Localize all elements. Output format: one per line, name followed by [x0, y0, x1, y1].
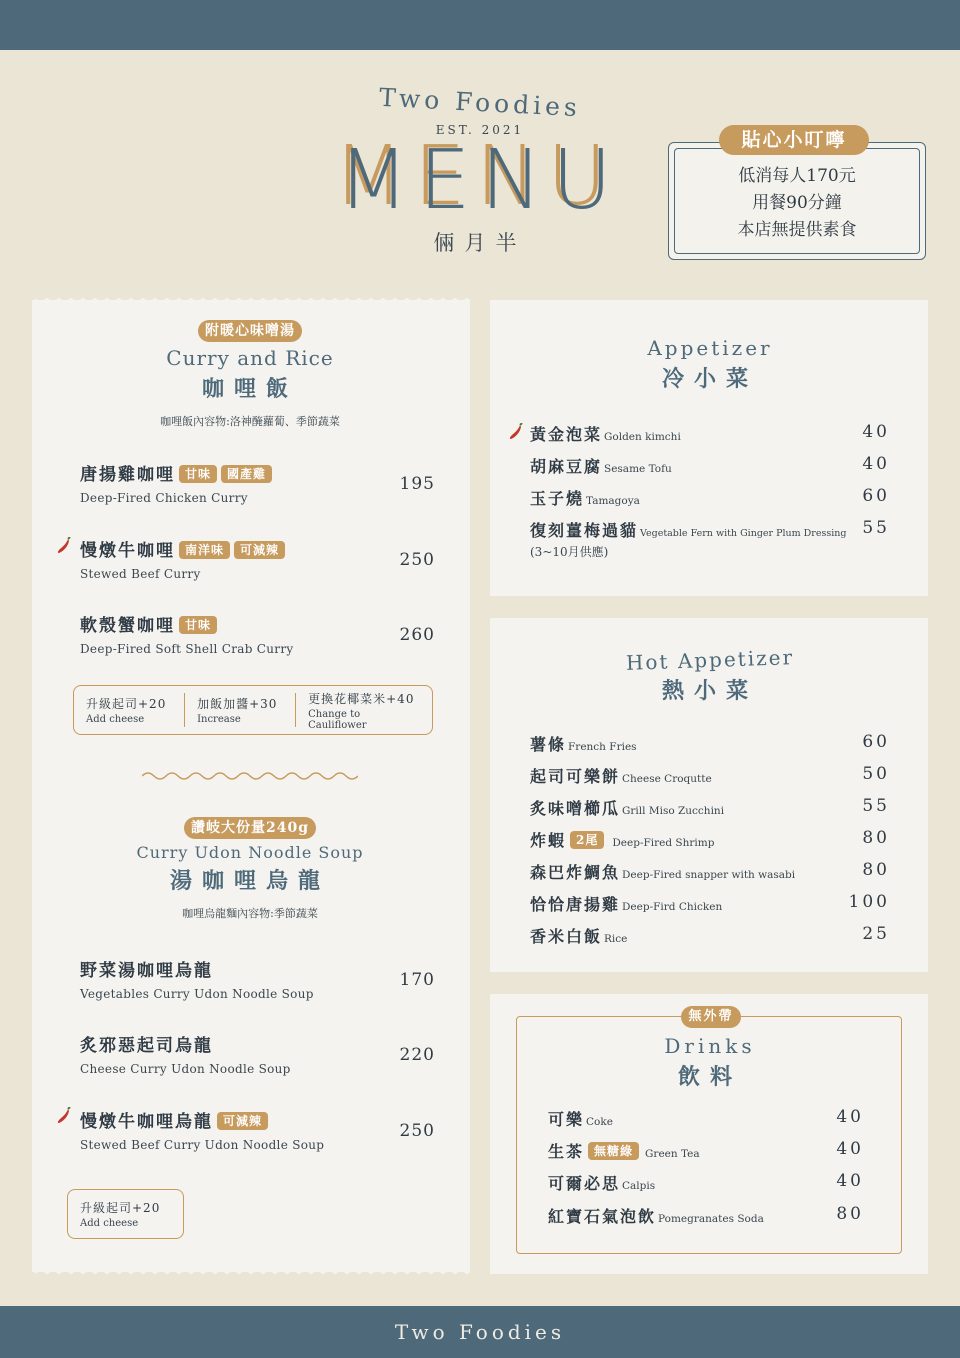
- item-name-en: Green Tea: [645, 1148, 700, 1160]
- hot-appetizer-row: [530, 828, 890, 852]
- item-price: 40: [836, 1107, 864, 1127]
- item-name: 森巴炸鯛魚: [530, 863, 621, 882]
- item-price: 80: [836, 1204, 864, 1224]
- drinks-heading: [560, 1034, 860, 1091]
- item-tag: 甘味: [179, 465, 217, 483]
- item-name: 恰恰唐揚雞: [530, 895, 621, 914]
- item-name-en: Stewed Beef Curry Udon Noodle Soup: [80, 1138, 325, 1152]
- notice-box: [668, 129, 926, 260]
- addon-label: 更換花椰菜米+40: [308, 691, 415, 706]
- item-name-en: Stewed Beef Curry: [80, 567, 201, 581]
- item-name-en: Deep-Fired snapper with wasabi: [622, 869, 796, 881]
- appetizer-heading: [560, 336, 860, 393]
- wave-edge: [32, 1268, 470, 1276]
- item-name-en: French Fries: [568, 741, 637, 753]
- addon-label: 加飯加醬+30: [197, 697, 278, 711]
- addon-option: [185, 693, 296, 727]
- notice-line: 本店無提供素食: [737, 220, 857, 240]
- item-price: 50: [862, 764, 890, 784]
- item-price: 55: [862, 796, 890, 816]
- item-availability: (3~10月供應): [530, 545, 609, 559]
- bottom-bar: [0, 1306, 960, 1358]
- udon-note: 咖哩烏龍麵內容物:季節蔬菜: [182, 907, 318, 920]
- item-name-en: Vegetable Fern with Ginger Plum Dressing: [640, 528, 847, 539]
- item-tag: 可減辣: [217, 1112, 268, 1130]
- no-takeout-badge: 無外帶: [681, 1006, 741, 1028]
- item-name: 可爾必思: [548, 1174, 621, 1193]
- item-name-en: Cheese Curry Udon Noodle Soup: [80, 1062, 291, 1076]
- item-name-en: Tamagoya: [586, 495, 640, 507]
- item-tag: 2尾: [570, 831, 604, 849]
- item-name: 起司可樂餅: [530, 767, 621, 786]
- item-name: 黃金泡菜: [530, 425, 603, 444]
- menu-item: [80, 536, 435, 581]
- addon-label-en: Add cheese: [80, 1218, 139, 1229]
- addon-label: 升級起司+20: [86, 697, 167, 711]
- item-name: 薯條: [530, 735, 567, 754]
- item-name-en: Rice: [604, 933, 628, 945]
- udon-title-en: Curry Udon Noodle Soup: [136, 843, 364, 862]
- item-price: 40: [836, 1139, 864, 1159]
- curry-rice-title-zh: 咖哩飯: [201, 376, 298, 402]
- item-price: 40: [836, 1171, 864, 1191]
- drinks-title-en: Drinks: [664, 1034, 756, 1058]
- menu-title: MENU: [338, 133, 622, 228]
- hot-appetizer-row: [530, 924, 890, 948]
- item-price: 100: [848, 892, 890, 912]
- item-price: 40: [862, 422, 890, 442]
- menu-header: [330, 82, 630, 257]
- item-name: 慢燉牛咖哩烏龍: [80, 1112, 213, 1132]
- item-tag: 可減辣: [234, 541, 285, 559]
- item-name: 慢燉牛咖哩: [80, 541, 175, 561]
- item-tag: 無糖綠: [588, 1142, 639, 1160]
- curry-rice-title-en: Curry and Rice: [166, 346, 334, 370]
- item-price: 250: [399, 550, 435, 570]
- item-name: 胡麻豆腐: [530, 457, 603, 476]
- item-name: 可樂: [548, 1110, 585, 1129]
- drink-row: [548, 1204, 864, 1228]
- item-name-en: Deep-Fired Chicken Curry: [80, 491, 248, 505]
- addon-option: [68, 1197, 183, 1231]
- appetizer-row: [530, 486, 890, 510]
- item-price: 260: [399, 625, 435, 645]
- drink-row: [548, 1139, 864, 1163]
- curry-rice-heading: [100, 320, 400, 429]
- chili-pepper-icon: [55, 1107, 71, 1125]
- item-name: 唐揚雞咖哩: [80, 465, 175, 485]
- addon-option: [296, 691, 432, 731]
- established-year: EST. 2021: [435, 123, 525, 137]
- hot-appetizer-row: [530, 860, 890, 884]
- appetizer-title-zh: 冷小菜: [661, 366, 758, 392]
- appetizer-row: [530, 422, 890, 446]
- drink-row: [548, 1171, 864, 1195]
- menu-item: [80, 1107, 435, 1152]
- item-name: 炸蝦: [530, 831, 567, 850]
- udon-heading: [100, 817, 400, 921]
- hot-appetizer-title-en: Hot Appetizer: [625, 645, 795, 675]
- drinks-title-zh: 飲料: [677, 1064, 742, 1090]
- item-name-en: Pomegranates Soda: [658, 1213, 764, 1225]
- top-bar: [0, 0, 960, 50]
- item-name: 軟殼蟹咖哩: [80, 616, 175, 636]
- udon-addon-box: [67, 1189, 184, 1239]
- wave-divider: [142, 770, 358, 782]
- item-name-en: Grill Miso Zucchini: [622, 805, 725, 817]
- drink-row: [548, 1107, 864, 1131]
- chili-pepper-icon: [55, 537, 71, 555]
- item-name: 炙邪惡起司烏龍: [80, 1036, 213, 1056]
- item-price: 60: [862, 732, 890, 752]
- brand-name: Two Foodies: [378, 82, 582, 123]
- hot-appetizer-row: [530, 892, 890, 916]
- menu-item: [80, 611, 435, 656]
- item-price: 55: [862, 518, 890, 538]
- item-tag: 國產雞: [221, 465, 272, 483]
- item-name: 生茶: [548, 1142, 585, 1161]
- notice-line: 低消每人170元: [738, 166, 856, 186]
- notice-line: 用餐90分鐘: [752, 193, 842, 213]
- item-tag: 南洋味: [179, 541, 230, 559]
- curry-rice-badge: 附暖心味噌湯: [198, 320, 302, 342]
- menu-item: [80, 956, 435, 1001]
- addon-label: 升級起司+20: [80, 1201, 161, 1215]
- item-name-en: Calpis: [622, 1180, 656, 1192]
- item-tag: 甘味: [179, 616, 217, 634]
- item-name: 玉子燒: [530, 489, 585, 508]
- item-price: 220: [399, 1045, 435, 1065]
- curry-rice-note: 咖哩飯內容物:洛神醃蘿蔔、季節蔬菜: [160, 415, 340, 428]
- item-price: 250: [399, 1121, 435, 1141]
- menu-item: [80, 460, 435, 505]
- item-name-en: Deep-Fired Soft Shell Crab Curry: [80, 642, 294, 656]
- appetizer-row: [530, 454, 890, 478]
- item-price: 60: [862, 486, 890, 506]
- addon-option: [74, 693, 185, 727]
- notice-badge: 貼心小叮嚀: [719, 125, 869, 155]
- hot-appetizer-row: [530, 764, 890, 788]
- udon-badge: 讚岐大份量240g: [184, 817, 316, 839]
- item-name-en: Sesame Tofu: [604, 463, 672, 475]
- notice-lines: [669, 163, 925, 244]
- item-price: 170: [399, 970, 435, 990]
- hot-appetizer-row: [530, 796, 890, 820]
- wave-edge: [32, 296, 470, 304]
- item-name: 野菜湯咖哩烏龍: [80, 961, 213, 981]
- addon-label-en: Increase: [197, 714, 241, 725]
- item-name: 炙味噌櫛瓜: [530, 799, 621, 818]
- item-name-en: Golden kimchi: [604, 431, 681, 443]
- udon-title-zh: 湯咖哩烏龍: [169, 868, 330, 894]
- item-name: 香米白飯: [530, 927, 603, 946]
- item-name: 紅寶石氣泡飲: [548, 1207, 657, 1226]
- item-name-en: Vegetables Curry Udon Noodle Soup: [80, 987, 314, 1001]
- item-price: 40: [862, 454, 890, 474]
- restaurant-chinese-name: 倆月半: [433, 231, 527, 255]
- item-name-en: Deep-Fird Chicken: [622, 901, 723, 913]
- hot-appetizer-title-zh: 熱小菜: [661, 678, 758, 704]
- curry-addon-box: [73, 685, 433, 735]
- hot-appetizer-heading: [560, 645, 860, 705]
- appetizer-title-en: Appetizer: [647, 336, 773, 360]
- item-price: 25: [862, 924, 890, 944]
- item-price: 80: [862, 828, 890, 848]
- chili-pepper-icon: [507, 423, 523, 441]
- menu-item: [80, 1031, 435, 1076]
- addon-label-en: Change to Cauliflower: [308, 708, 367, 731]
- item-name-en: Coke: [586, 1116, 613, 1128]
- appetizer-row: [530, 518, 890, 560]
- item-name: 復刻薑梅過貓: [530, 521, 639, 540]
- footer-brand: Two Foodies: [394, 1320, 566, 1344]
- item-name-en: Deep-Fired Shrimp: [612, 837, 715, 849]
- item-price: 80: [862, 860, 890, 880]
- item-price: 195: [399, 474, 435, 494]
- item-name-en: Cheese Croqutte: [622, 773, 712, 785]
- addon-label-en: Add cheese: [86, 714, 145, 725]
- hot-appetizer-row: [530, 732, 890, 756]
